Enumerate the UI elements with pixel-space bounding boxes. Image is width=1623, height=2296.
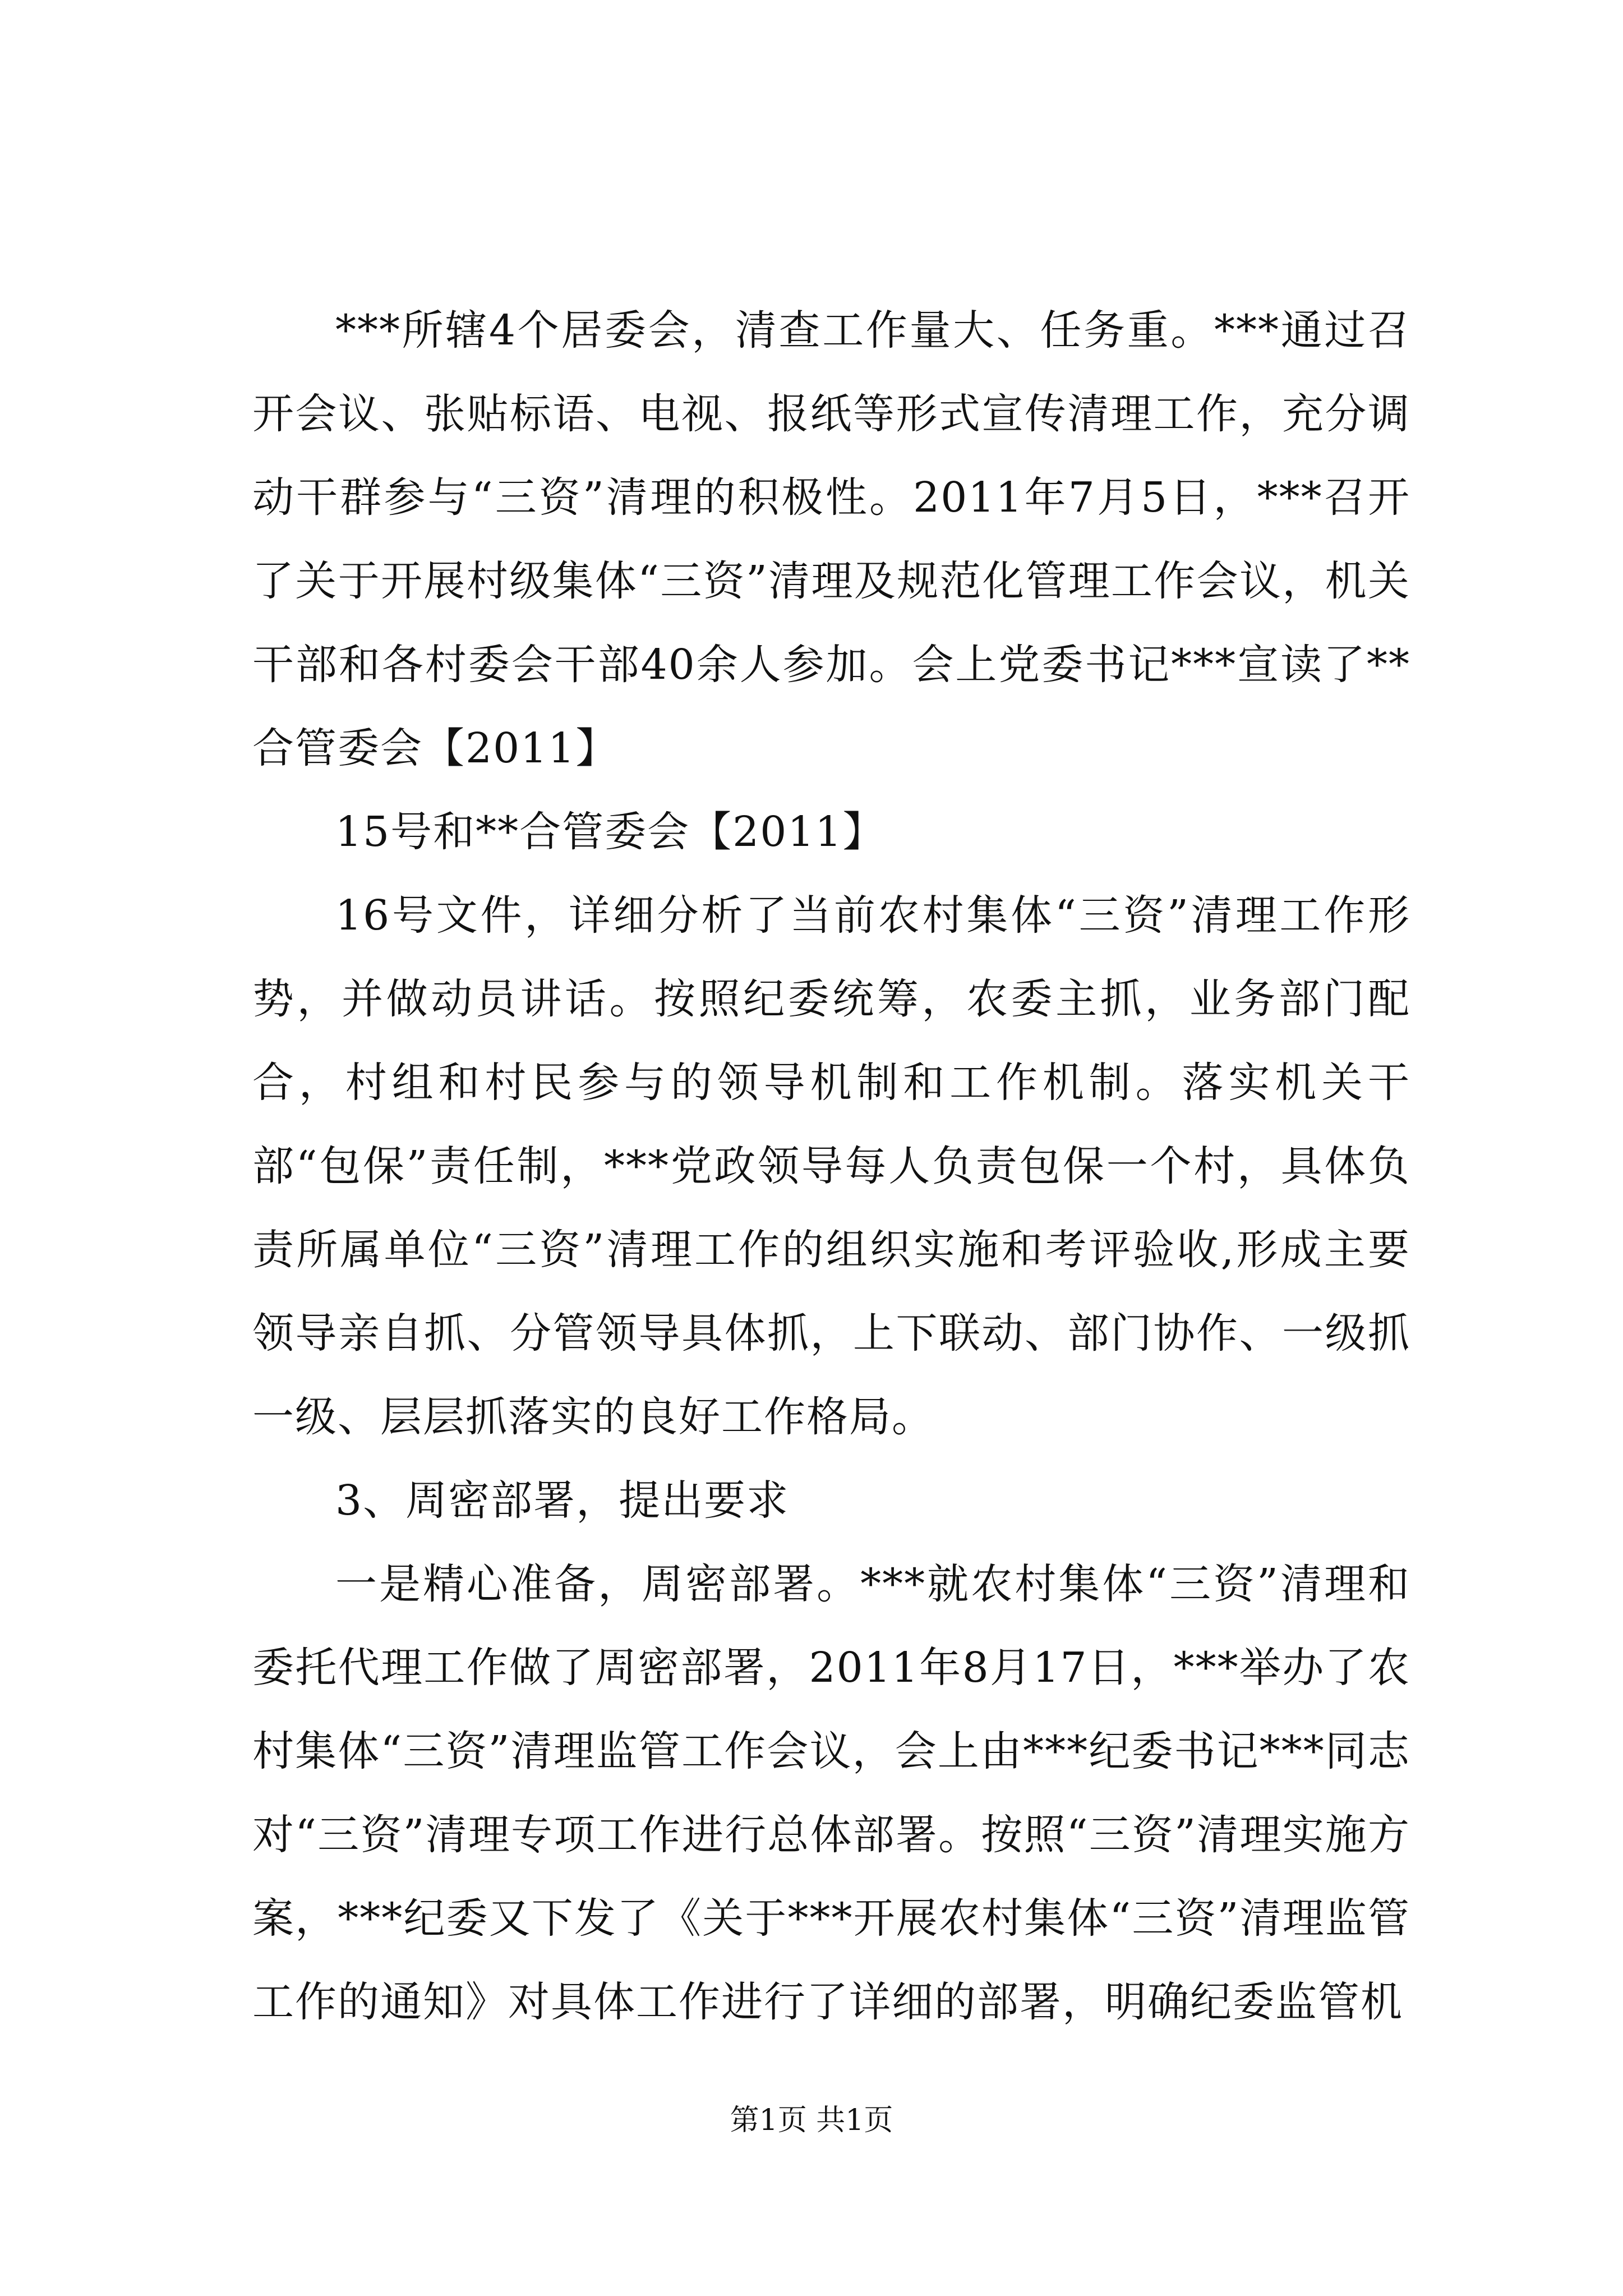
paragraph-3: 16号文件，详细分析了当前农村集体“三资”清理工作形势，并做动员讲话。按照纪委统筹，农委主抓，业务部门配合，村组和村民参与的领导机制和工作机制。落实机关干部“包保”责任制，***党政领导每人负责包保一个村，具体负责所属单位“三资”清理工作的组织实施和考评验收,形成主要领导亲自抓、分管领导具体抓，上下联动、部门协作、一级抓一级、层层抓落实的良好工作格局。	[252, 891, 1410, 1441]
paragraph-1: ***所辖4个居委会，清查工作量大、任务重。***通过召开会议、张贴标语、电视、报纸等形式宣传清理工作，充分调动干群参与“三资”清理的积极性。2011年7月5日，***召开了关于开展村级集体“三资”清理及规范化管理工作会议，机关干部和各村委会干部40余人参加。会上党委书记***宣读了**合管委会【2011】	[252, 306, 1410, 772]
paragraph-5: 一是精心准备，周密部署。***就农村集体“三资”清理和委托代理工作做了周密部署，2011年8月17日，***举办了农村集体“三资”清理监管工作会议，会上由***纪委书记***同志对“三资”清理专项工作进行总体部署。按照“三资”清理实施方案，***纪委又下发了《关于***开展农村集体“三资”清理监管工作的通知》对具体工作进行了详细的部署，明确纪委监管机	[252, 1560, 1410, 2026]
document-body	[252, 289, 1410, 2044]
paragraph-4-heading: 3、周密部署，提出要求	[335, 1476, 790, 1525]
paragraph-2: 15号和**合管委会【2011】	[335, 808, 886, 856]
page-footer: 第1页 共1页	[730, 2104, 893, 2137]
